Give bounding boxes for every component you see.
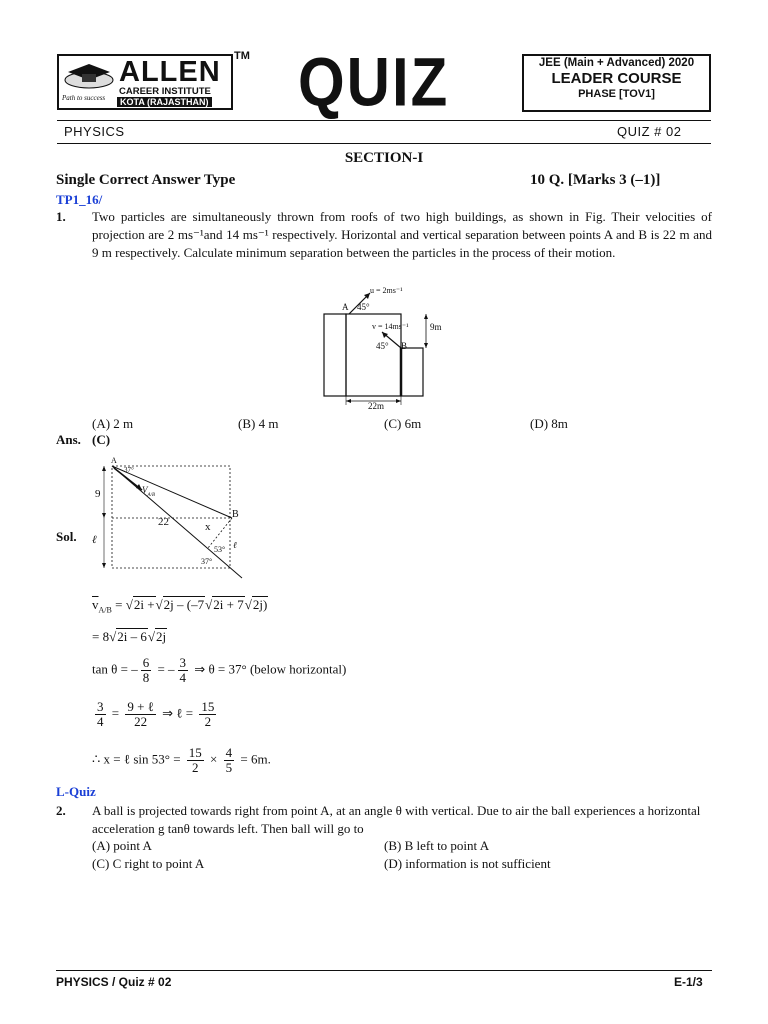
option-d: (D) 8m bbox=[530, 416, 568, 431]
subheader-rule-top bbox=[57, 120, 711, 121]
fig-velocity-v: v = 14ms⁻¹ bbox=[372, 322, 409, 331]
quiz-title: QUIZ bbox=[298, 43, 450, 121]
eq5-f2n: 4 bbox=[225, 745, 233, 760]
eq3-frac2 bbox=[178, 656, 189, 685]
eq1-r5: 2j) bbox=[252, 597, 268, 612]
eq3-frac1 bbox=[141, 656, 152, 685]
eq2-c: 2j bbox=[156, 629, 167, 644]
eq3-b: = – bbox=[157, 661, 175, 677]
subject-label: PHYSICS bbox=[64, 124, 125, 139]
question-2-tag: L-Quiz bbox=[56, 784, 96, 799]
fig-angle-a: 45° bbox=[357, 302, 370, 312]
eq5-f1d: 2 bbox=[192, 760, 199, 775]
fig-height: 9m bbox=[430, 322, 442, 332]
fig-label-b: B bbox=[401, 341, 408, 351]
eq1-lhs: $\overline{v}$ bbox=[92, 597, 99, 612]
eq4-frac1 bbox=[95, 700, 106, 729]
quiz-number: QUIZ # 02 bbox=[617, 124, 682, 139]
eq4-a: = bbox=[111, 705, 120, 721]
subheader-rule-bottom bbox=[57, 143, 711, 144]
equation-3 bbox=[92, 656, 346, 685]
option-c: (C) 6m bbox=[384, 416, 422, 431]
sol-x: x bbox=[205, 521, 211, 533]
equation-1: $\overline{v}_{A/B} = √2i +√2j - (-7√2i + 7√2j)$ bbox=[92, 597, 268, 615]
phase-name: PHASE [TOV1] bbox=[578, 88, 655, 100]
graduation-cap-icon bbox=[62, 60, 116, 90]
eq1-r1: = bbox=[115, 597, 126, 612]
section-title: SECTION-I bbox=[344, 150, 424, 166]
sol-dist-22: 22 bbox=[158, 516, 169, 528]
q2-option-b: (B) B left to point A bbox=[384, 838, 490, 853]
eq4-f2d: 22 bbox=[134, 714, 148, 729]
question-2-number: 2. bbox=[56, 803, 66, 818]
footer-page: E-1/3 bbox=[674, 975, 703, 989]
sol-velocity bbox=[142, 485, 155, 498]
eq4-f3n: 15 bbox=[201, 699, 215, 714]
equation-2: = 8√2i – 6√2j bbox=[92, 629, 167, 644]
logo-name: ALLEN bbox=[119, 56, 221, 88]
eq2-a: = 8 bbox=[92, 629, 110, 644]
answer-value: (C) bbox=[92, 432, 111, 447]
q2-option-c: (C) C right to point A bbox=[92, 856, 205, 871]
question-number: 1. bbox=[56, 209, 66, 224]
eq4-f3d: 2 bbox=[204, 714, 212, 729]
logo-location: KOTA (RAJASTHAN) bbox=[117, 97, 212, 107]
fig-distance: 22m bbox=[368, 401, 385, 411]
course-name: LEADER COURSE bbox=[551, 70, 682, 87]
eq3-f1n: 6 bbox=[142, 655, 150, 670]
marks-scheme: 10 Q. [Marks 3 (–1)] bbox=[530, 172, 661, 188]
sol-angle-37: 37° bbox=[201, 557, 213, 566]
eq5-f2d: 5 bbox=[225, 760, 233, 775]
sol-velocity-sub: A/B bbox=[147, 492, 155, 498]
question-2-text: A ball is projected towards right from point A, at an angle θ with vertical. Due to air the ball experiences a horizontal acceleration g tanθ towards left. Then ball will go to bbox=[92, 803, 701, 836]
logo-tagline: Path to success bbox=[62, 94, 106, 102]
eq5-f1n: 15 bbox=[188, 745, 202, 760]
eq3-f1d: 8 bbox=[142, 670, 150, 685]
sol-height-9: 9 bbox=[95, 488, 101, 500]
eq1-r4: 2i + 7 bbox=[213, 597, 244, 612]
eq1-sub: A/B bbox=[98, 605, 112, 615]
eq4-frac2 bbox=[125, 700, 156, 729]
footer-left: PHYSICS / Quiz # 02 bbox=[56, 975, 172, 989]
fig-velocity-u: u = 2ms⁻¹ bbox=[370, 286, 403, 295]
sol-point-b: B bbox=[232, 509, 239, 520]
fig-angle-b: 45° bbox=[376, 341, 389, 351]
solution-figure bbox=[92, 456, 252, 582]
eq4-b: ⇒ ℓ = bbox=[162, 705, 194, 721]
eq3-f2d: 4 bbox=[179, 670, 187, 685]
eq5-frac2 bbox=[224, 746, 235, 775]
exam-name: JEE (Main + Advanced) 2020 bbox=[538, 57, 695, 69]
eq5-b: × bbox=[210, 751, 218, 767]
eq5-c: = 6m. bbox=[240, 751, 271, 767]
question-tag: TP1_16/ bbox=[56, 192, 103, 207]
eq3-c: ⇒ θ = 37° (below horizontal) bbox=[194, 661, 347, 677]
q2-option-a: (A) point A bbox=[92, 838, 152, 853]
eq1-r3: 2j – (–7 bbox=[163, 597, 205, 612]
eq5-a: ∴ x = ℓ sin 53° = bbox=[92, 751, 181, 767]
eq4-f2n: 9 + ℓ bbox=[127, 699, 154, 714]
eq1-r2: 2i + bbox=[133, 597, 155, 612]
answer-type: Single Correct Answer Type bbox=[56, 172, 236, 188]
equation-4 bbox=[92, 700, 219, 729]
equation-5 bbox=[92, 746, 271, 775]
sol-ell-left: ℓ bbox=[92, 534, 97, 546]
option-b: (B) 4 m bbox=[238, 416, 279, 431]
eq5-frac1 bbox=[187, 746, 204, 775]
eq3-a: tan θ = – bbox=[92, 661, 138, 677]
trademark: TM bbox=[234, 50, 250, 62]
sol-angle-top: 37° bbox=[124, 466, 134, 474]
sol-ell-right: ℓ bbox=[233, 540, 237, 550]
eq3-f2n: 3 bbox=[179, 655, 187, 670]
q2-option-d: (D) information is not sufficient bbox=[384, 856, 551, 871]
sol-velocity-label: V bbox=[142, 485, 148, 495]
allen-logo bbox=[57, 54, 233, 110]
logo-institute: CAREER INSTITUTE bbox=[119, 86, 211, 97]
footer-rule bbox=[56, 970, 712, 971]
fig-label-a: A bbox=[342, 302, 349, 312]
sol-point-a: A bbox=[111, 456, 117, 465]
answer-label: Ans. bbox=[56, 432, 81, 447]
sol-angle-53: 53° bbox=[214, 545, 226, 554]
option-a: (A) 2 m bbox=[92, 416, 134, 431]
solution-label: Sol. bbox=[56, 529, 77, 544]
course-box bbox=[522, 54, 711, 112]
eq4-f1d: 4 bbox=[97, 714, 104, 729]
eq2-b: 2i – 6 bbox=[117, 629, 147, 644]
question-text: Two particles are simultaneously thrown from roofs of two high buildings, as shown in Fig. Their velocities of projection are 2 ms⁻¹and 14 ms⁻¹ respectively. Horizontal and vertical separation between points A and B is 22 m and 9 m respectively. Calculate minimum separation between the particles in the process of their motion. bbox=[92, 209, 712, 260]
eq4-frac3 bbox=[199, 700, 216, 729]
eq4-f1n: 3 bbox=[97, 699, 104, 714]
